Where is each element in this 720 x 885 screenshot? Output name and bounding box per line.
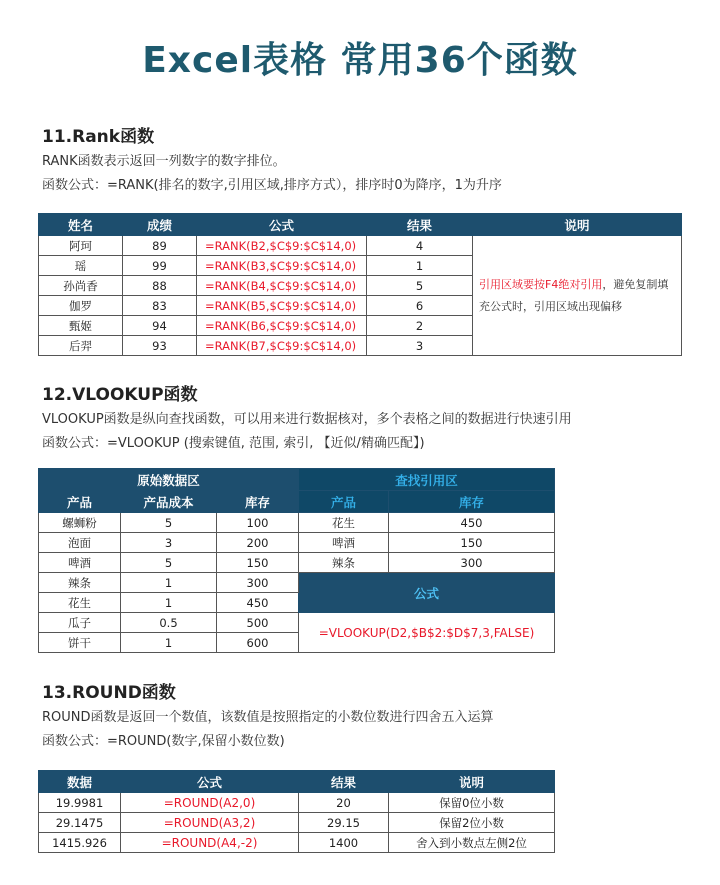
cell-note: 舍入到小数点左侧2位 bbox=[389, 833, 555, 853]
cell-product: 瓜子 bbox=[39, 613, 121, 633]
source-header-stock: 库存 bbox=[217, 491, 299, 513]
cell-score: 83 bbox=[123, 296, 197, 316]
cell-cost: 5 bbox=[121, 553, 217, 573]
rank-note-text: ，避免复制填充公式时，引用区域出现偏移 bbox=[479, 277, 669, 313]
source-header-product: 产品 bbox=[39, 491, 121, 513]
cell-formula: =ROUND(A3,2) bbox=[121, 813, 299, 833]
cell-cost: 3 bbox=[121, 533, 217, 553]
table-row bbox=[39, 513, 555, 533]
cell-note: 保留2位小数 bbox=[389, 813, 555, 833]
cell-cost: 1 bbox=[121, 593, 217, 613]
lookup-area-title: 查找引用区 bbox=[299, 469, 555, 491]
vlookup-formula-label: 公式 bbox=[299, 573, 555, 613]
cell-cost: 5 bbox=[121, 513, 217, 533]
cell-result: 20 bbox=[299, 793, 389, 813]
cell-product: 辣条 bbox=[39, 573, 121, 593]
cell-formula: =ROUND(A2,0) bbox=[121, 793, 299, 813]
rank-note bbox=[473, 236, 682, 356]
page-title: Excel表格 常用36个函数 bbox=[142, 40, 578, 81]
cell-formula: =RANK(B2,$C$9:$C$14,0) bbox=[197, 236, 367, 256]
cell-name: 阿珂 bbox=[39, 236, 123, 256]
cell-stock: 500 bbox=[217, 613, 299, 633]
cell-result: 6 bbox=[367, 296, 473, 316]
rank-heading: 11.Rank函数 bbox=[42, 127, 155, 147]
round-header-row bbox=[39, 771, 555, 793]
rank-header-score: 成绩 bbox=[123, 214, 197, 236]
vlookup-group-header-row bbox=[39, 469, 555, 491]
rank-description: RANK函数表示返回一列数字的数字排位。 bbox=[42, 154, 286, 169]
vlookup-formula-syntax: 函数公式：=VLOOKUP (搜索键值, 范围, 索引, 【近似/精确匹配】) bbox=[42, 436, 425, 451]
cell-lookup-product: 花生 bbox=[299, 513, 389, 533]
cell-score: 94 bbox=[123, 316, 197, 336]
cell-data: 1415.926 bbox=[39, 833, 121, 853]
cell-formula: =ROUND(A4,-2) bbox=[121, 833, 299, 853]
round-header-result: 结果 bbox=[299, 771, 389, 793]
cell-name: 孙尚香 bbox=[39, 276, 123, 296]
source-header-cost: 产品成本 bbox=[121, 491, 217, 513]
table-row bbox=[39, 573, 555, 593]
rank-header-formula: 公式 bbox=[197, 214, 367, 236]
cell-product: 啤酒 bbox=[39, 553, 121, 573]
cell-lookup-stock: 300 bbox=[389, 553, 555, 573]
cell-product: 饼干 bbox=[39, 633, 121, 653]
rank-table bbox=[38, 213, 682, 356]
cell-name: 后羿 bbox=[39, 336, 123, 356]
cell-stock: 150 bbox=[217, 553, 299, 573]
rank-header-name: 姓名 bbox=[39, 214, 123, 236]
cell-cost: 1 bbox=[121, 633, 217, 653]
cell-note: 保留0位小数 bbox=[389, 793, 555, 813]
table-row bbox=[39, 793, 555, 813]
round-header-data: 数据 bbox=[39, 771, 121, 793]
cell-stock: 200 bbox=[217, 533, 299, 553]
rank-note-highlight: 引用区域要按F4绝对引用 bbox=[479, 277, 603, 291]
vlookup-header-row bbox=[39, 491, 555, 513]
cell-product: 花生 bbox=[39, 593, 121, 613]
cell-result: 3 bbox=[367, 336, 473, 356]
cell-stock: 100 bbox=[217, 513, 299, 533]
round-heading: 13.ROUND函数 bbox=[42, 683, 176, 703]
cell-result: 2 bbox=[367, 316, 473, 336]
cell-result: 1400 bbox=[299, 833, 389, 853]
round-formula-syntax: 函数公式：=ROUND(数字,保留小数位数) bbox=[42, 734, 285, 749]
cell-result: 5 bbox=[367, 276, 473, 296]
cell-cost: 1 bbox=[121, 573, 217, 593]
rank-header-note: 说明 bbox=[473, 214, 682, 236]
cell-data: 19.9981 bbox=[39, 793, 121, 813]
table-row bbox=[39, 813, 555, 833]
vlookup-description: VLOOKUP函数是纵向查找函数，可以用来进行数据核对，多个表格之间的数据进行快速引用 bbox=[42, 412, 572, 427]
lookup-header-stock: 库存 bbox=[389, 491, 555, 513]
round-header-formula: 公式 bbox=[121, 771, 299, 793]
table-row bbox=[39, 533, 555, 553]
cell-lookup-product: 辣条 bbox=[299, 553, 389, 573]
table-row bbox=[39, 553, 555, 573]
cell-lookup-stock: 450 bbox=[389, 513, 555, 533]
source-area-title: 原始数据区 bbox=[39, 469, 299, 491]
cell-product: 螺蛳粉 bbox=[39, 513, 121, 533]
cell-stock: 600 bbox=[217, 633, 299, 653]
cell-score: 99 bbox=[123, 256, 197, 276]
table-row bbox=[39, 833, 555, 853]
cell-name: 瑶 bbox=[39, 256, 123, 276]
cell-name: 伽罗 bbox=[39, 296, 123, 316]
cell-result: 4 bbox=[367, 236, 473, 256]
cell-result: 1 bbox=[367, 256, 473, 276]
cell-data: 29.1475 bbox=[39, 813, 121, 833]
vlookup-formula: =VLOOKUP(D2,$B$2:$D$7,3,FALSE) bbox=[299, 613, 555, 653]
cell-stock: 300 bbox=[217, 573, 299, 593]
cell-formula: =RANK(B4,$C$9:$C$14,0) bbox=[197, 276, 367, 296]
cell-score: 89 bbox=[123, 236, 197, 256]
round-header-note: 说明 bbox=[389, 771, 555, 793]
cell-score: 88 bbox=[123, 276, 197, 296]
table-row bbox=[39, 236, 682, 256]
cell-result: 29.15 bbox=[299, 813, 389, 833]
cell-lookup-stock: 150 bbox=[389, 533, 555, 553]
rank-header-result: 结果 bbox=[367, 214, 473, 236]
cell-product: 泡面 bbox=[39, 533, 121, 553]
lookup-header-product: 产品 bbox=[299, 491, 389, 513]
round-description: ROUND函数是返回一个数值，该数值是按照指定的小数位数进行四舍五入运算 bbox=[42, 710, 494, 725]
cell-formula: =RANK(B5,$C$9:$C$14,0) bbox=[197, 296, 367, 316]
vlookup-table bbox=[38, 468, 555, 653]
vlookup-heading: 12.VLOOKUP函数 bbox=[42, 385, 198, 405]
rank-formula-syntax: 函数公式：=RANK(排名的数字,引用区域,排序方式），排序时0为降序，1为升序 bbox=[42, 178, 502, 193]
cell-formula: =RANK(B6,$C$9:$C$14,0) bbox=[197, 316, 367, 336]
cell-name: 甄姬 bbox=[39, 316, 123, 336]
cell-formula: =RANK(B3,$C$9:$C$14,0) bbox=[197, 256, 367, 276]
rank-header-row bbox=[39, 214, 682, 236]
cell-stock: 450 bbox=[217, 593, 299, 613]
cell-formula: =RANK(B7,$C$9:$C$14,0) bbox=[197, 336, 367, 356]
round-table bbox=[38, 770, 555, 853]
cell-cost: 0.5 bbox=[121, 613, 217, 633]
table-row bbox=[39, 613, 555, 633]
cell-score: 93 bbox=[123, 336, 197, 356]
cell-lookup-product: 啤酒 bbox=[299, 533, 389, 553]
